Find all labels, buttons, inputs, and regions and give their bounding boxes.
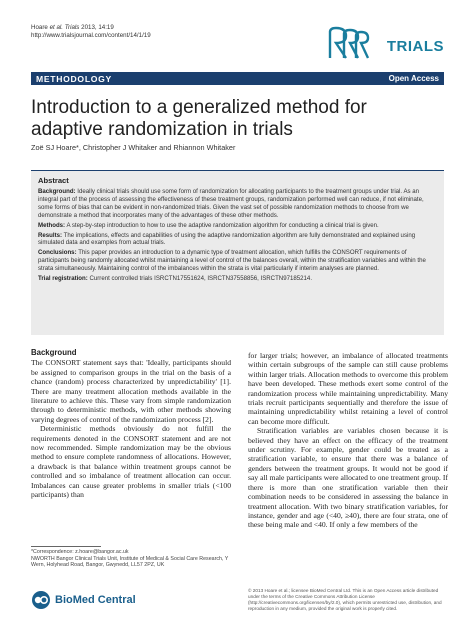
abstract-conclusions-label: Conclusions: — [38, 249, 77, 257]
correspondence[interactable]: *Correspondence: z.hoare@bangor.ac.uk — [31, 549, 129, 555]
abstract-background-text: Ideally clinical trials should use some form of randomization for allocating participants to the treatment groups under trial. As an integral part of the process of assessing the effectiveness of these treatment groups, randomization performed well can reduce, if not eliminate, some forms of bias that can be evident in non-randomized trials. Given the vast set of possible randomization methods to choose from we demonstrate a method that incorporates many of the advantages of these other methods. — [38, 188, 424, 219]
body-paragraph: Deterministic methods obviously do not fulfill the requirements denoted in the CONSORT statement and are not now recommended. Simple randomization may be the obvious method to ensure complete randomness of allocations. However, a drawback is that balance within treatment groups cannot be controlled and so imbalance of treatment allocation can occur. Imbalances can cause greater problems in smaller trials (<100 participants) than — [31, 424, 231, 500]
affiliation: NWORTH Bangor Clinical Trials Unit, Institute of Medical & Social Care Research, Y Wern, Holyhead Road, Bangor, Gwynedd, LL57 2PZ, UK — [31, 555, 229, 568]
open-access-label: Open Access — [388, 74, 439, 83]
abstract-results-label: Results: — [38, 231, 63, 239]
background-heading: Background — [31, 348, 77, 357]
footnote — [31, 549, 231, 569]
abstract-background — [38, 188, 437, 220]
article-title — [31, 97, 451, 141]
header-etal: et al. — [49, 24, 63, 31]
header-url[interactable]: http://www.trialsjournal.com/content/14/1/19 — [31, 32, 151, 39]
abstract-methods — [38, 222, 437, 230]
abstract-registration — [38, 275, 437, 283]
copyright-notice: © 2013 Hoare et al.; licensee BioMed Central Ltd. This is an Open Access article distributed under the terms of the Creative Commons Attribution License (http://creativecommons.org/licenses/by/2.0), which permits unrestricted use, distribution, and reproduction in any medium, provided the original work is properly cited. — [248, 588, 442, 611]
abstract-heading: Abstract — [38, 176, 69, 185]
body-paragraph: The CONSORT statement says that: 'Ideally, participants should be assigned to comparison groups in the trial on the basis of a chance (random) process characterized by unpredictability' [1]. There are many treatment allocation methods available in the literature to achieve this. These vary from simple randomization through to deterministic methods, with other methods showing varying degrees of control of the randomization process [2]. — [31, 358, 231, 424]
publisher-name: BioMed Central — [55, 594, 136, 606]
abstract-results — [38, 232, 437, 248]
abstract-conclusions-text: This paper provides an introduction to a dynamic type of treatment allocation, which fulfills the CONSORT requirements of participants being randomly allocated whilst maintaining a level of control of the balances overall, within the stratification variables and within the strata simultaneously. Maintaining control of the imbalances within the strata is vital particularly if interim analyses are planned. — [38, 249, 426, 273]
abstract-box — [31, 170, 444, 335]
publisher-logo — [31, 590, 136, 610]
title-line-2: adaptive randomization in trials — [31, 119, 293, 140]
abstract-methods-text: A step-by-step introduction to how to use the adaptive randomization algorithm for conducting a clinical trial is given. — [65, 221, 379, 229]
body-column-right — [248, 351, 448, 530]
abstract-background-label: Background: — [38, 188, 76, 195]
abstract-conclusions — [38, 249, 437, 273]
article-type-label: METHODOLOGY — [36, 73, 112, 84]
abstract-registration-text: Current controlled trials ISRCTN17551624, ISRCTN37558856, ISRCTN97185214. — [87, 275, 313, 283]
trials-logo-text: TRIALS — [386, 38, 444, 55]
running-header — [31, 24, 151, 40]
header-year: 2013, 14:19 — [79, 24, 114, 31]
article-type-bar — [31, 72, 444, 85]
abstract-methods-label: Methods: — [38, 221, 66, 229]
body-paragraph: for larger trials; however, an imbalance of allocated treatments within certain subgroups of the sample can still cause problems within larger trials. Allocation methods to overcome this problem have been developed. These methods exert some control of the randomization process while maintaining unpredictability. Many trials recruit participants sequentially and therefore the issue of maintaining unpredictability whilst retaining a level of control can become more difficult. — [248, 351, 448, 426]
header-citation — [31, 24, 151, 32]
biomed-central-icon — [31, 590, 51, 610]
body-paragraph: Stratification variables are variables chosen because it is believed they have an effect on the efficacy of the treatment under scrutiny. For example, gender could be treated as a stratification variable, to ensure that there was a balance of genders between the treatment groups. It would not be good if say all male participants were allocated to one treatment group. If there is more than one stratification variable then their combination needs to be considered in assessing the balance in treatment allocation. With two binary stratification variables, for instance, gender and age (<40, ≥40), there are four strata, one of these being male and <40. If only a few members of the — [248, 426, 448, 530]
author-list: Zoë SJ Hoare*, Christopher J Whitaker and Rhiannon Whitaker — [31, 143, 236, 152]
abstract-registration-label: Trial registration: — [38, 275, 88, 283]
footnote-divider — [31, 546, 101, 547]
header-author: Hoare — [31, 24, 50, 31]
abstract-results-text: The implications, effects and capabilities of using the adaptive randomization algorithm are fully demonstrated and explained using simulated data and examples from actual trials. — [38, 231, 416, 247]
body-column-left — [31, 348, 231, 500]
header-journal: Trials — [64, 24, 80, 31]
title-line-1: Introduction to a generalized method for — [31, 97, 367, 118]
